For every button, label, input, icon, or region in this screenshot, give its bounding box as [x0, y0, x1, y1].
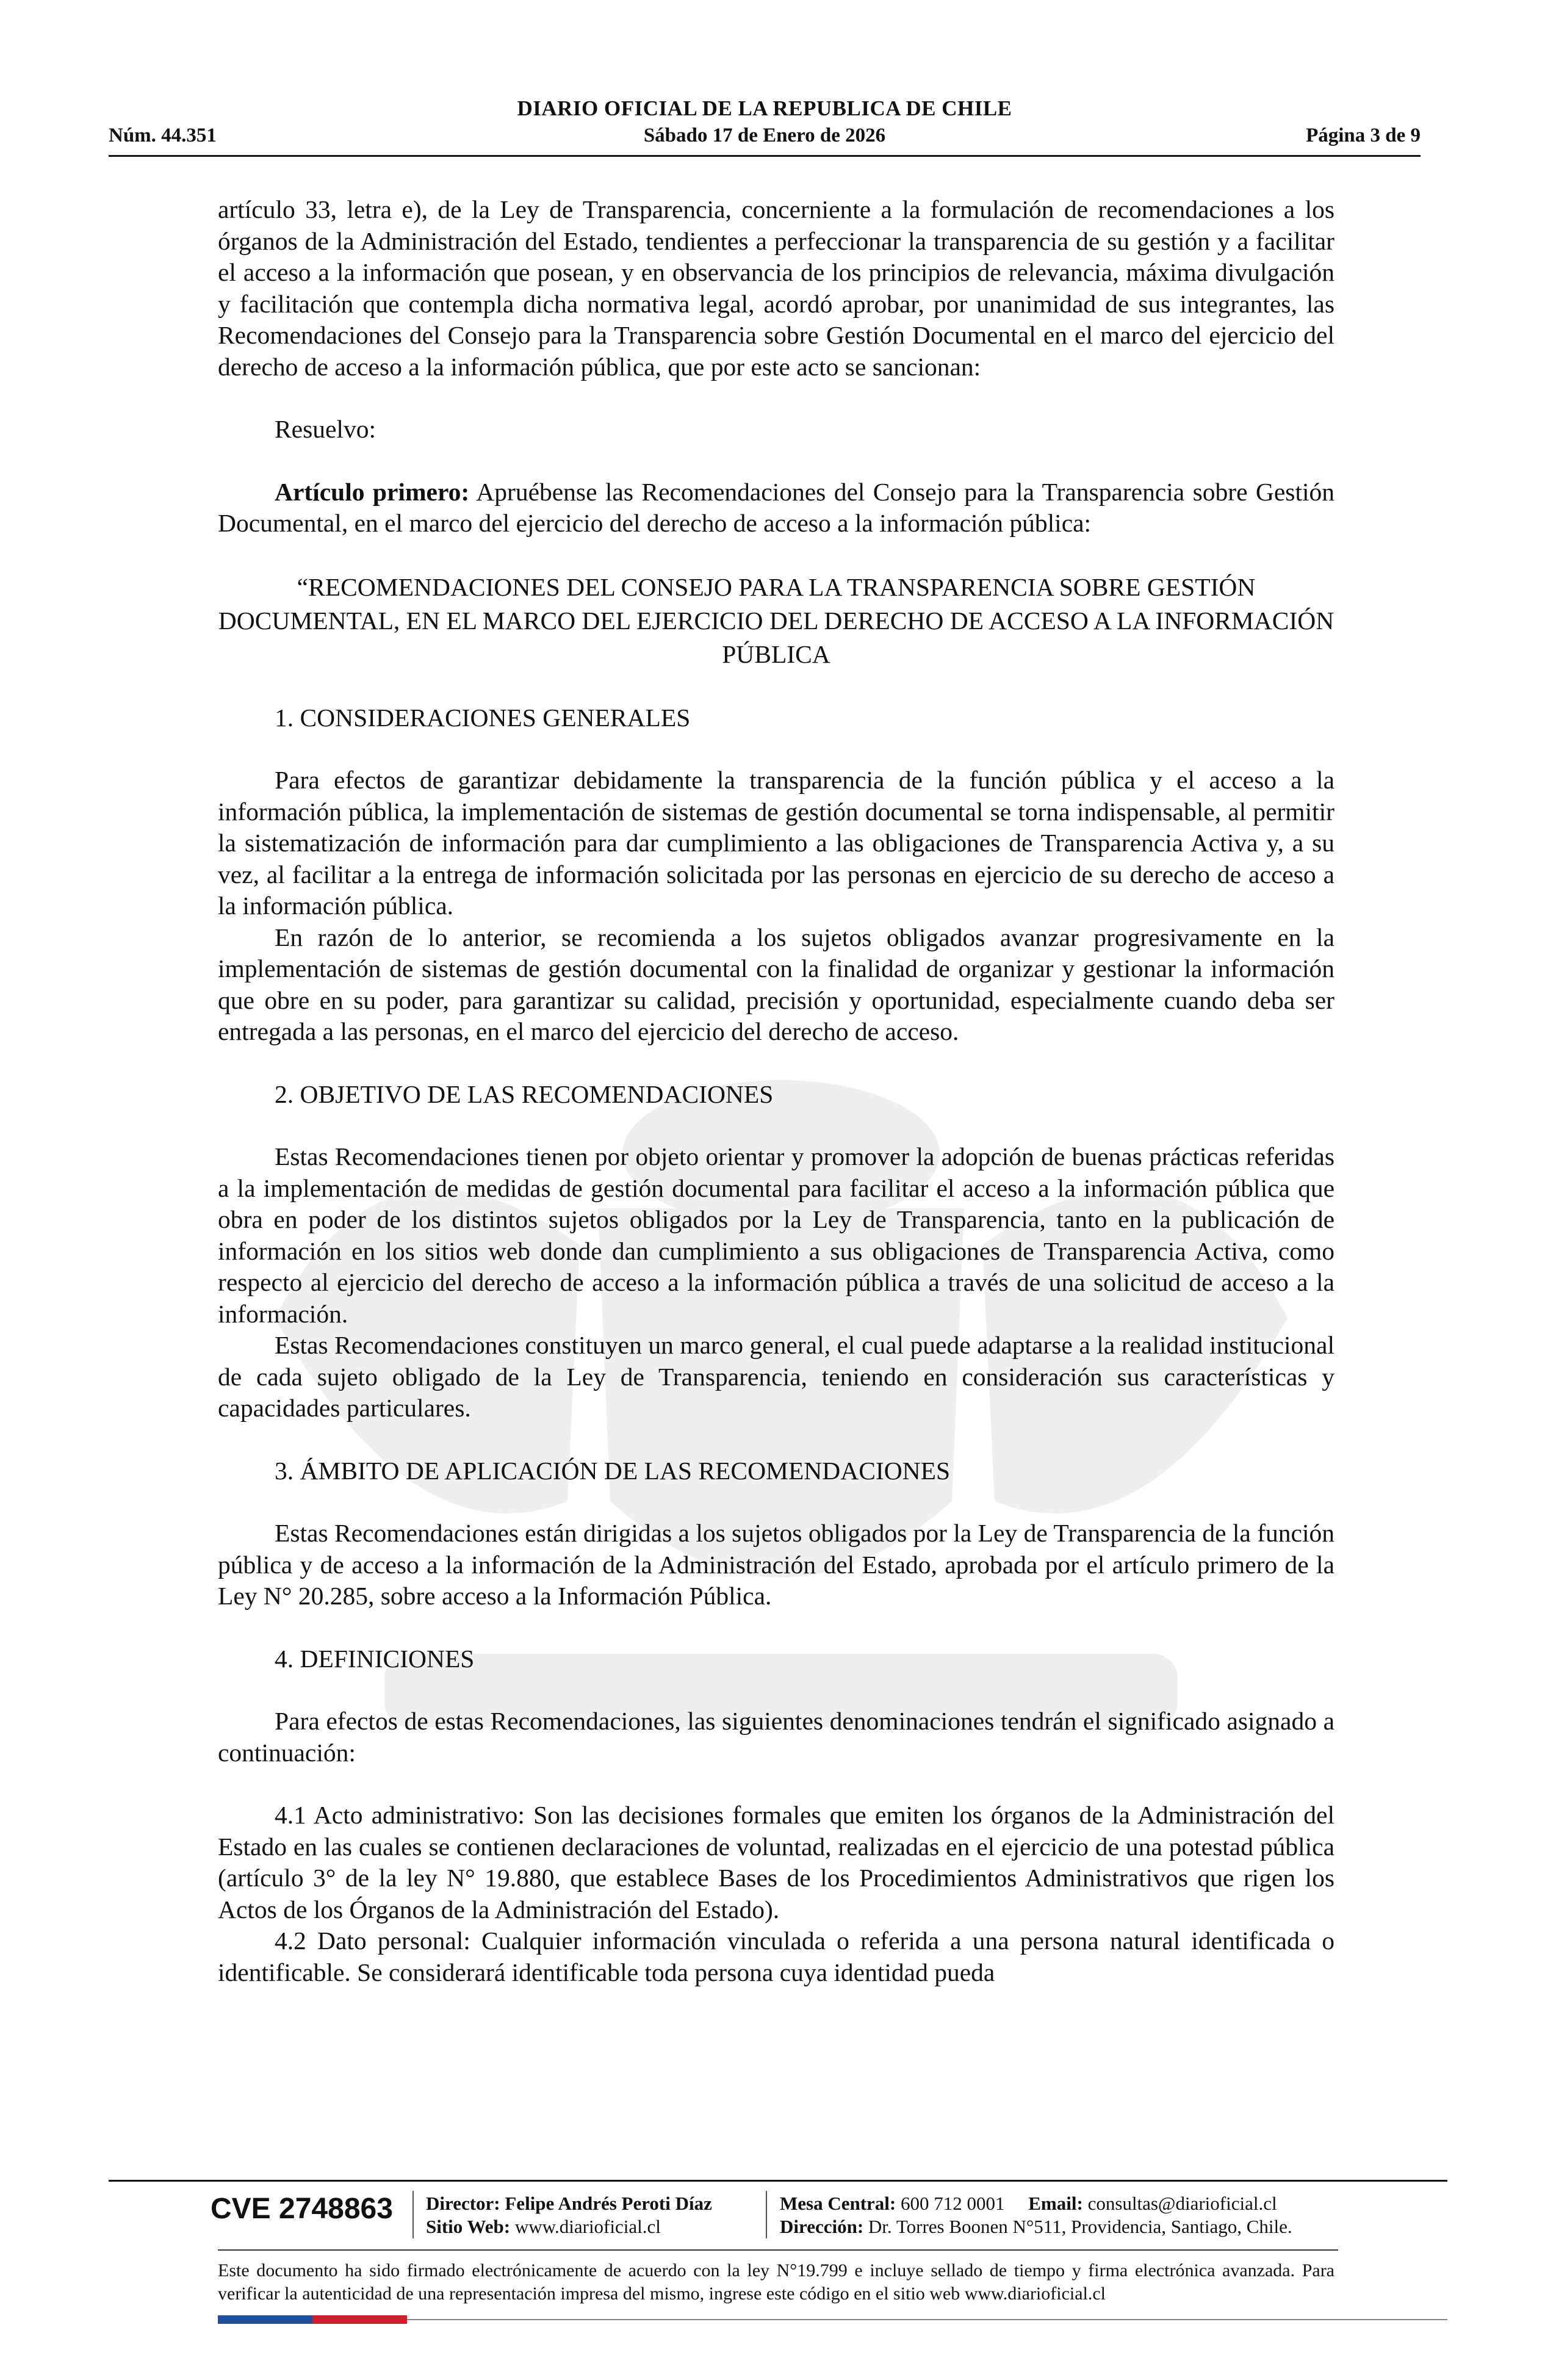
footer-divider	[109, 2180, 1447, 2182]
mesa-central-number: 600 712 0001	[896, 2193, 1005, 2214]
flag-stripe	[218, 2315, 407, 2324]
email-label: Email:	[1028, 2193, 1083, 2214]
section-1-title: 1. CONSIDERACIONES GENERALES	[275, 703, 691, 732]
cve-code: CVE 2748863	[211, 2193, 393, 2225]
page-number: Página 3 de 9	[1306, 124, 1421, 146]
article-first-paragraph	[218, 477, 1334, 539]
newspaper-title: DIARIO OFICIAL DE LA REPUBLICA DE CHILE	[517, 96, 1012, 120]
section-3-title: 3. ÁMBITO DE APLICACIÓN DE LAS RECOMENDACIONES	[275, 1456, 951, 1485]
website-link[interactable]: www.diarioficial.cl	[510, 2216, 661, 2237]
email-link[interactable]: consultas@diarioficial.cl	[1082, 2193, 1277, 2214]
footer-bottom-line	[407, 2319, 1447, 2320]
flag-red-segment	[312, 2315, 407, 2324]
address-label: Dirección:	[780, 2216, 864, 2237]
section-2-title: 2. OBJETIVO DE LAS RECOMENDACIONES	[275, 1080, 774, 1108]
director-name: Felipe Andrés Peroti Díaz	[500, 2193, 712, 2214]
footer-contact-block	[780, 2192, 1292, 2238]
section-1-paragraph-1: Para efectos de garantizar debidamente la transparencia de la función pública y el acceso a la información pública, la implementación de sistemas de gestión documental se torna indispensable, al permitir la sistematización de información para dar cumplimiento a las obligaciones de Transparencia Activa y, a su vez, al facilitar a la entrega de información solicitada por las personas en ejercicio de su derecho de acceso a la información pública.	[218, 766, 1334, 920]
address-value: Dr. Torres Boonen N°511, Providencia, Santiago, Chile.	[863, 2216, 1292, 2237]
issue-number: Núm. 44.351	[109, 124, 217, 146]
legal-notice: Este documento ha sido firmado electrónicamente de acuerdo con la ley N°19.799 e incluye sellado de tiempo y firma electrónica avanzada. Para verificar la autenticidad de una representación impresa del mismo, ingrese este código en el sitio web www.diarioficial.cl	[218, 2260, 1334, 2304]
section-1-paragraph-2: En razón de lo anterior, se recomienda a los sujetos obligados avanzar progresivamente en la implementación de sistemas de gestión documental con la finalidad de organizar y gestionar la información que obre en su poder, para garantizar su calidad, precisión y oportunidad, especialmente cuando deba ser entregada a las personas, en el marco del ejercicio del derecho de acceso.	[218, 923, 1334, 1045]
section-2-paragraph-2: Estas Recomendaciones constituyen un marco general, el cual puede adaptarse a la realidad institucional de cada sujeto obligado de la Ley de Transparencia, teniendo en consideración sus características y capacidades particulares.	[218, 1331, 1334, 1422]
section-2-paragraph-1: Estas Recomendaciones tienen por objeto orientar y promover la adopción de buenas prácticas referidas a la implementación de medidas de gestión documental para facilitar el acceso a la información pública que obra en poder de los distintos sujetos obligados por la Ley de Transparencia, tanto en la publicación de información en los sitios web donde dan cumplimiento a sus obligaciones de Transparencia Activa, como respecto al ejercicio del derecho de acceso a la información pública a través de una solicitud de acceso a la información.	[218, 1142, 1334, 1328]
mesa-central-label: Mesa Central:	[780, 2193, 896, 2214]
article-text: Apruébense las Recomendaciones del Consejo para la Transparencia sobre Gestión Documental, en el marco del ejercicio del derecho de acceso a la información pública:	[218, 477, 1334, 537]
issue-date: Sábado 17 de Enero de 2026	[643, 124, 886, 146]
flag-blue-segment	[218, 2315, 312, 2324]
footer-separator	[766, 2191, 767, 2238]
definition-4-1: 4.1 Acto administrativo: Son las decisiones formales que emiten los órganos de la Administración del Estado en las cuales se contienen declaraciones de voluntad, realizadas en el ejercicio de una potestad pública (artículo 3° de la ley N° 19.880, que establece Bases de los Procedimientos Administrativos que rigen los Actos de los Órganos de la Administración del Estado).	[218, 1801, 1334, 1924]
section-3-paragraph-1: Estas Recomendaciones están dirigidas a los sujetos obligados por la Ley de Transparencia de la función pública y de acceso a la información de la Administración del Estado, aprobada por el artículo primero de la Ley N° 20.285, sobre acceso a la Información Pública.	[218, 1519, 1334, 1610]
recommendations-title: “RECOMENDACIONES DEL CONSEJO PARA LA TRANSPARENCIA SOBRE GESTIÓN DOCUMENTAL, EN EL MARCO DEL EJERCICIO DEL DERECHO DE ACCESO A LA INFORMACIÓN PÚBLICA	[218, 572, 1334, 668]
document-body	[218, 194, 1334, 1988]
section-4-paragraph-1: Para efectos de estas Recomendaciones, las siguientes denominaciones tendrán el significado asignado a continuación:	[218, 1707, 1334, 1767]
footer-divider-2	[218, 2249, 1338, 2251]
section-4-title: 4. DEFINICIONES	[275, 1644, 475, 1673]
resuelvo-heading: Resuelvo:	[275, 415, 376, 443]
article-label: Artículo primero:	[275, 477, 470, 506]
website-label: Sitio Web:	[426, 2216, 511, 2237]
definition-4-2: 4.2 Dato personal: Cualquier información vinculada o referida a una persona natural identificada o identificable. Se considerará identificable toda persona cuya identidad pueda	[218, 1927, 1334, 1986]
page-header	[109, 96, 1421, 157]
footer-director-block	[426, 2192, 712, 2238]
director-label: Director:	[426, 2193, 500, 2214]
intro-paragraph: artículo 33, letra e), de la Ley de Transparencia, concerniente a la formulación de recomendaciones a los órganos de la Administración del Estado, tendientes a perfeccionar la transparencia de su gestión y a facilitar el acceso a la información que posean, y en observancia de los principios de relevancia, máxima divulgación y facilitación que contempla dicha normativa legal, acordó aprobar, por unanimidad de sus integrantes, las Recomendaciones del Consejo para la Transparencia sobre Gestión Documental en el marco del ejercicio del derecho de acceso a la información pública, que por este acto se sancionan:	[218, 195, 1334, 381]
footer-separator	[412, 2191, 414, 2238]
header-divider	[109, 155, 1421, 157]
